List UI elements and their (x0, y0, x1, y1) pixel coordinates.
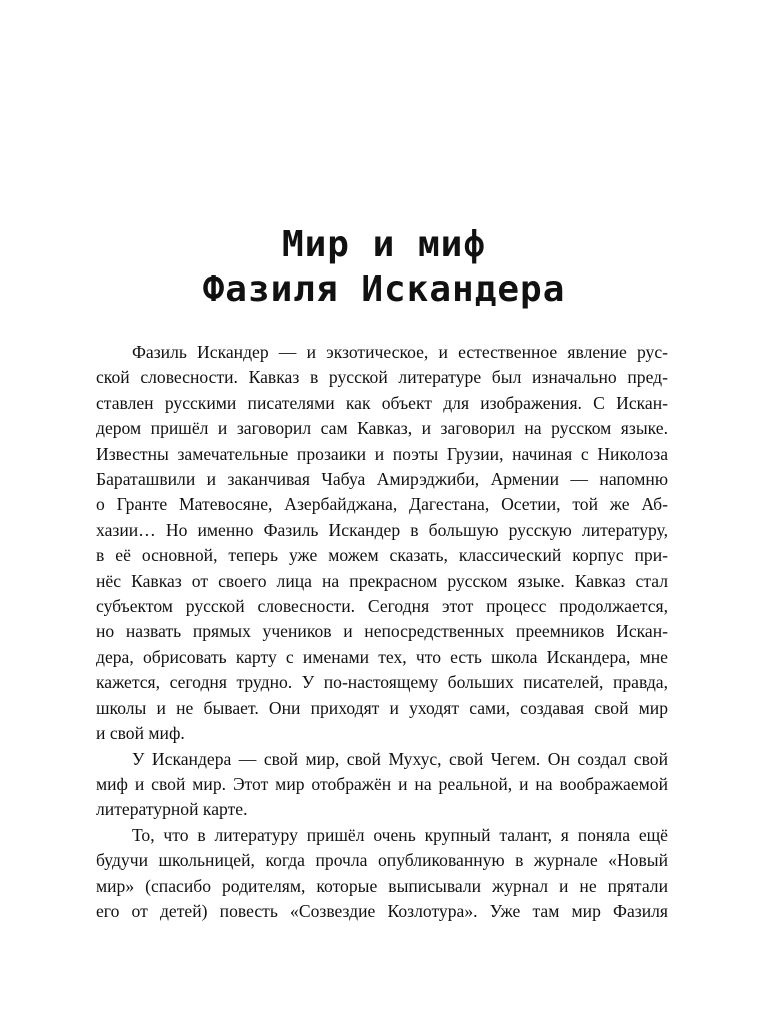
text-line: школы и не бывает. Они приходят и уходят сами, создавая свой мир (96, 697, 668, 718)
text-line: хазии… Но именно Фазиль Искандер в большую русскую литературу, (96, 519, 668, 540)
text-line: У Искандера — свой мир, свой Мухус, свой Чегем. Он создал свой (132, 748, 668, 769)
paragraph (96, 340, 668, 747)
text-line: нёс Кавказ от своего лица на прекрасном русском языке. Кавказ стал (96, 570, 668, 591)
text-line: кажется, сегодня трудно. У по-настоящему больших писателей, правда, (96, 672, 668, 693)
text-line: дера, обрисовать карту с именами тех, что есть школа Искандера, мне (96, 646, 668, 667)
text-line: ской словесности. Кавказ в русской литературе был изначально пред- (96, 367, 668, 388)
text-line: о Гранте Матевосяне, Азербайджана, Дагестана, Осетии, той же Аб- (96, 494, 668, 515)
title-line-1: Мир и миф (281, 224, 487, 265)
text-line: и свой миф. (96, 723, 185, 744)
text-line: мир» (спасибо родителям, которые выписывали журнал и не прятали (96, 875, 668, 896)
text-line: литературной карте. (96, 799, 248, 820)
paragraph (96, 747, 668, 823)
text-line: его от детей) повесть «Созвездие Козлотура». Уже там мир Фазиля (96, 900, 668, 921)
title-line-2: Фазиля Искандера (202, 269, 566, 310)
text-line: но назвать прямых учеников и непосредственных преемников Искан- (96, 621, 668, 642)
text-line: миф и свой мир. Этот мир отображён и на реальной, и на воображаемой (96, 773, 668, 794)
page-title (0, 222, 768, 312)
text-line: Бараташвили и заканчивая Чабуа Амирэджиби, Армении — напомню (96, 469, 668, 490)
text-line: ставлен русскими писателями как объект для изображения. С Искан- (96, 392, 668, 413)
text-line: в её основной, теперь уже можем сказать, классический корпус при- (96, 545, 668, 566)
paragraph (96, 823, 668, 925)
text-line: То, что в литературу пришёл очень крупный талант, я поняла ещё (132, 824, 668, 845)
text-line: субъектом русской словесности. Сегодня этот процесс продолжается, (96, 596, 668, 617)
text-line: Известны замечательные прозаики и поэты Грузии, начиная с Николоза (96, 443, 668, 464)
text-line: Фазиль Искандер — и экзотическое, и естественное явление рус- (132, 342, 668, 362)
text-line: будучи школьницей, когда прочла опубликованную в журнале «Новый (96, 850, 668, 871)
text-line: дером пришёл и заговорил сам Кавказ, и заговорил на русском языке. (96, 418, 668, 439)
body-text (96, 340, 668, 924)
